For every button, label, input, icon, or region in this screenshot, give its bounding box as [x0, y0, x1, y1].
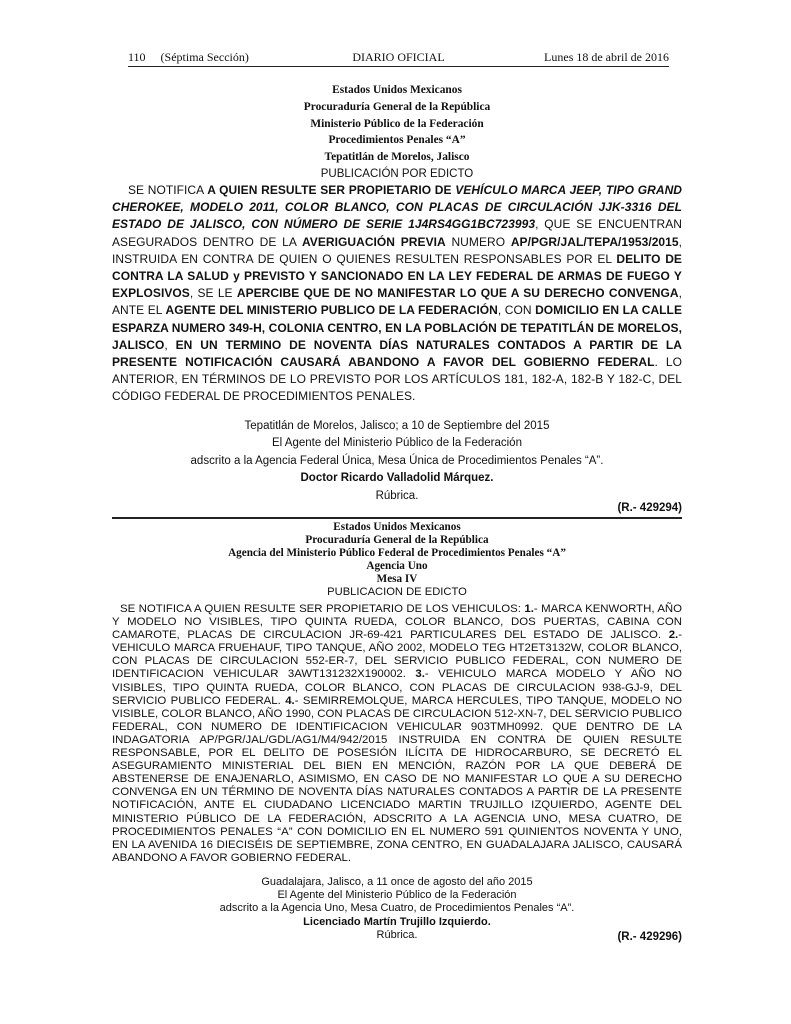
signature-role: El Agente del Ministerio Público de la Federación [272, 437, 522, 450]
body-text-segment: , ANTE EL [112, 286, 682, 318]
signature-role: El Agente del Ministerio Público de la Federación [277, 889, 517, 902]
body-text-segment: 4. [285, 694, 295, 707]
headline-line: Agencia Uno [366, 560, 428, 572]
body-text-segment: , QUE SE ENCUENTRAN ASEGURADOS DENTRO DE LA [112, 217, 682, 249]
body-text-segment: AP/PGR/JAL/TEPA/1953/2015 [510, 234, 679, 249]
body-text-segment: AGENTE DEL MINISTERIO PUBLICO DE LA FEDERACIÓN [165, 303, 498, 318]
edict-notice-1 [112, 82, 682, 506]
body-text-segment: - SEMIRREMOLQUE, MARCA HERCULES, TIPO TANQUE, MODELO NO VISIBLE, COLOR BLANCO, AÑO 1990, CON PLACAS DE CIRCULACION 512-XN-7, DEL SERVICIO PUBLICO FEDERAL, CON NUMERO DE IDENTIFICACION VEHICULAR 903TMH0992. QUE DENTRO DE LA INDAGATORIA AP/PGR/JAL/GDL/AG1/M4/942/2015 INSTRUIDA EN CONTRA DE QUIEN RESULTE RESPONSABLE, POR EL DELITO DE POSESIÓN ILÍCITA DE HIDROCARBURO, SE DECRETÓ EL ASEGURAMIENTO MINISTERIAL DEL BIEN EN MENCIÓN, RAZÓN POR LA QUE DEBERÁ DE ABSTENERSE DE ENAJENARLO, ASIMISMO, EN CASO DE NO MANIFESTAR LO QUE A SU DERECHO CONVENGA EN UN TÉRMINO DE NOVENTA DÍAS NATURALES CONTADOS A PARTIR DE LA PRESENTE NOTIFICACIÓN, ANTE EL CIUDADANO LICENCIADO MARTIN TRUJILLO IZQUIERDO, AGENTE DEL MINISTERIO PÚBLICO DE LA FEDERACIÓN, ADSCRITO A LA AGENCIA UNO, MESA CUATRO, DE PROCEDIMIENTOS PENALES “A” CON DOMICILIO EN EL NUMERO 591 QUINIENTOS NOVENTA Y UNO, EN LA AVENIDA 16 DIECISÉIS DE SEPTIEMBRE, ZONA CENTRO, EN GUADALAJARA JALISCO, CAUSARÁ ABANDONO A FAVOR GOBIERNO FEDERAL. [112, 694, 683, 864]
page-header [128, 50, 669, 67]
publication-name: DIARIO OFICIAL [352, 50, 445, 64]
edict-notice-2 [112, 521, 682, 942]
body-text-segment: DOMICILIO EN LA CALLE ESPARZA NUMERO 349-H, COLONIA CENTRO, EN LA POBLACIÓN DE TEPATITLÁN DE MORELOS, JALISCO [112, 303, 682, 352]
signature-role: adscrito a la Agencia Uno, Mesa Cuatro, de Procedimientos Penales “A”. [219, 902, 575, 915]
notice2-signature [112, 876, 682, 941]
body-text-segment: A QUIEN RESULTE SER PROPIETARIO DE [207, 182, 456, 197]
notice2-body [112, 603, 682, 865]
body-text-segment: SE NOTIFICA [128, 182, 208, 197]
notice1-headlines [112, 82, 682, 166]
headline-line: Procuraduría General de la República [305, 534, 489, 546]
headline-line: Ministerio Público de la Federación [310, 117, 484, 130]
notice2-headlines [112, 521, 682, 586]
notice1-body [112, 182, 682, 406]
body-text-segment: - VEHICULO MARCA MODELO Y AÑO NO VISIBLES, TIPO QUINTA RUEDA, COLOR BLANCO, CON PLACAS DE CIRCULACION 938-GJ-9, DEL SERVICIO PUBLICO FEDERAL. [112, 668, 683, 707]
body-text-segment: AVERIGUACIÓN PREVIA [301, 234, 446, 249]
headline-line: Estados Unidos Mexicanos [332, 84, 462, 96]
body-text-segment: NUMERO [445, 234, 511, 249]
body-text-segment: - MARCA KENWORTH, AÑO Y MODELO NO VISIBLES, TIPO QUINTA RUEDA, COLOR BLANCO, DOS PUERTAS, CABINA CON CAMAROTE, PLACAS DE CIRCULACION JR-69-421 PARTICULARES DEL ESTADO DE JALISCO. [112, 603, 683, 642]
headline-line: Agencia del Ministerio Público Federal de Procedimientos Penales “A” [228, 547, 566, 559]
signature-name: Licenciado Martín Trujillo Izquierdo. [303, 915, 491, 928]
headline-line: Mesa IV [376, 573, 418, 585]
body-text-segment: 1. [524, 603, 534, 615]
signature-name: Doctor Ricardo Valladolid Márquez. [300, 472, 494, 485]
signature-place-date: Guadalajara, Jalisco, a 11 once de agosto del año 2015 [261, 876, 533, 889]
body-text-segment: . LO ANTERIOR, EN TÉRMINOS DE LO PREVISTO POR LOS ARTÍCULOS 181, 182-A, 182-B Y 182-C, DEL CÓDIGO FEDERAL DE PROCEDIMIENTOS PENALES. [112, 355, 682, 404]
body-text-segment: EN UN TERMINO DE NOVENTA DÍAS NATURALES CONTADOS A PARTIR DE LA PRESENTE NOTIFICACIÓN CAUSARÁ ABANDONO A FAVOR DEL GOBIERNO FEDERAL [112, 337, 682, 370]
body-text-segment: DELITO DE CONTRA LA SALUD y PREVISTO Y SANCIONADO EN LA LEY FEDERAL DE ARMAS DE FUEGO Y EXPLOSIVOS [112, 251, 682, 301]
notice1-title: PUBLICACIÓN POR EDICTO [320, 167, 474, 180]
notice-divider [112, 517, 682, 519]
body-text-segment: SE NOTIFICA A QUIEN RESULTE SER PROPIETARIO DE LOS VEHICULOS: [120, 603, 525, 615]
page-number-section: 110 (Séptima Sección) [128, 50, 249, 64]
signature-place-date: Tepatitlán de Morelos, Jalisco; a 10 de Septiembre del 2015 [244, 419, 550, 432]
body-text-segment: 3. [415, 668, 425, 681]
signature-rubrica: Rúbrica. [376, 928, 418, 941]
notice1-reference: (R.- 429294) [617, 502, 682, 514]
body-text-segment: - VEHICULO MARCA FRUEHAUF, TIPO TANQUE, AÑO 2002, MODELO TEG HT2ET3132W, COLOR BLANCO, CON PLACAS DE CIRCULACION 552-ER-7, DEL SERVICIO PUBLICO FEDERAL, CON NUMERO DE IDENTIFICACION VEHICULAR 3AWT131232X190002. [112, 629, 682, 681]
body-text-segment: , SE LE [189, 286, 237, 301]
body-text-segment: , CON [497, 303, 536, 318]
notice1-signature [112, 418, 682, 506]
issue-date: Lunes 18 de abril de 2016 [544, 50, 669, 64]
headline-line: Tepatitlán de Morelos, Jalisco [324, 151, 470, 164]
body-text-segment: , [164, 337, 176, 352]
body-text-segment: 2. [668, 629, 679, 642]
body-text-segment: APERCIBE QUE DE NO MANIFESTAR LO QUE A SU DERECHO CONVENGA [236, 286, 679, 301]
notice2-title: PUBLICACION DE EDICTO [327, 586, 467, 598]
notice2-reference: (R.- 429296) [617, 931, 682, 943]
body-text-segment: , INSTRUIDA EN CONTRA DE QUIEN O QUIENES RESULTEN RESPONSABLES POR EL [112, 234, 682, 266]
signature-role: adscrito a la Agencia Federal Única, Mesa Única de Procedimientos Penales “A”. [190, 454, 604, 467]
signature-rubrica: Rúbrica. [375, 490, 419, 502]
headline-line: Procedimientos Penales “A” [328, 134, 466, 147]
headline-line: Estados Unidos Mexicanos [333, 521, 461, 533]
headline-line: Procuraduría General de la República [303, 100, 491, 113]
body-text-segment: VEHÍCULO MARCA JEEP, TIPO GRAND CHEROKEE, MODELO 2011, COLOR BLANCO, CON PLACAS DE CIRCULACIÓN JJK-3316 DEL ESTADO DE JALISCO, CON NÚMERO DE SERIE 1J4RS4GG1BC723993 [112, 182, 682, 232]
